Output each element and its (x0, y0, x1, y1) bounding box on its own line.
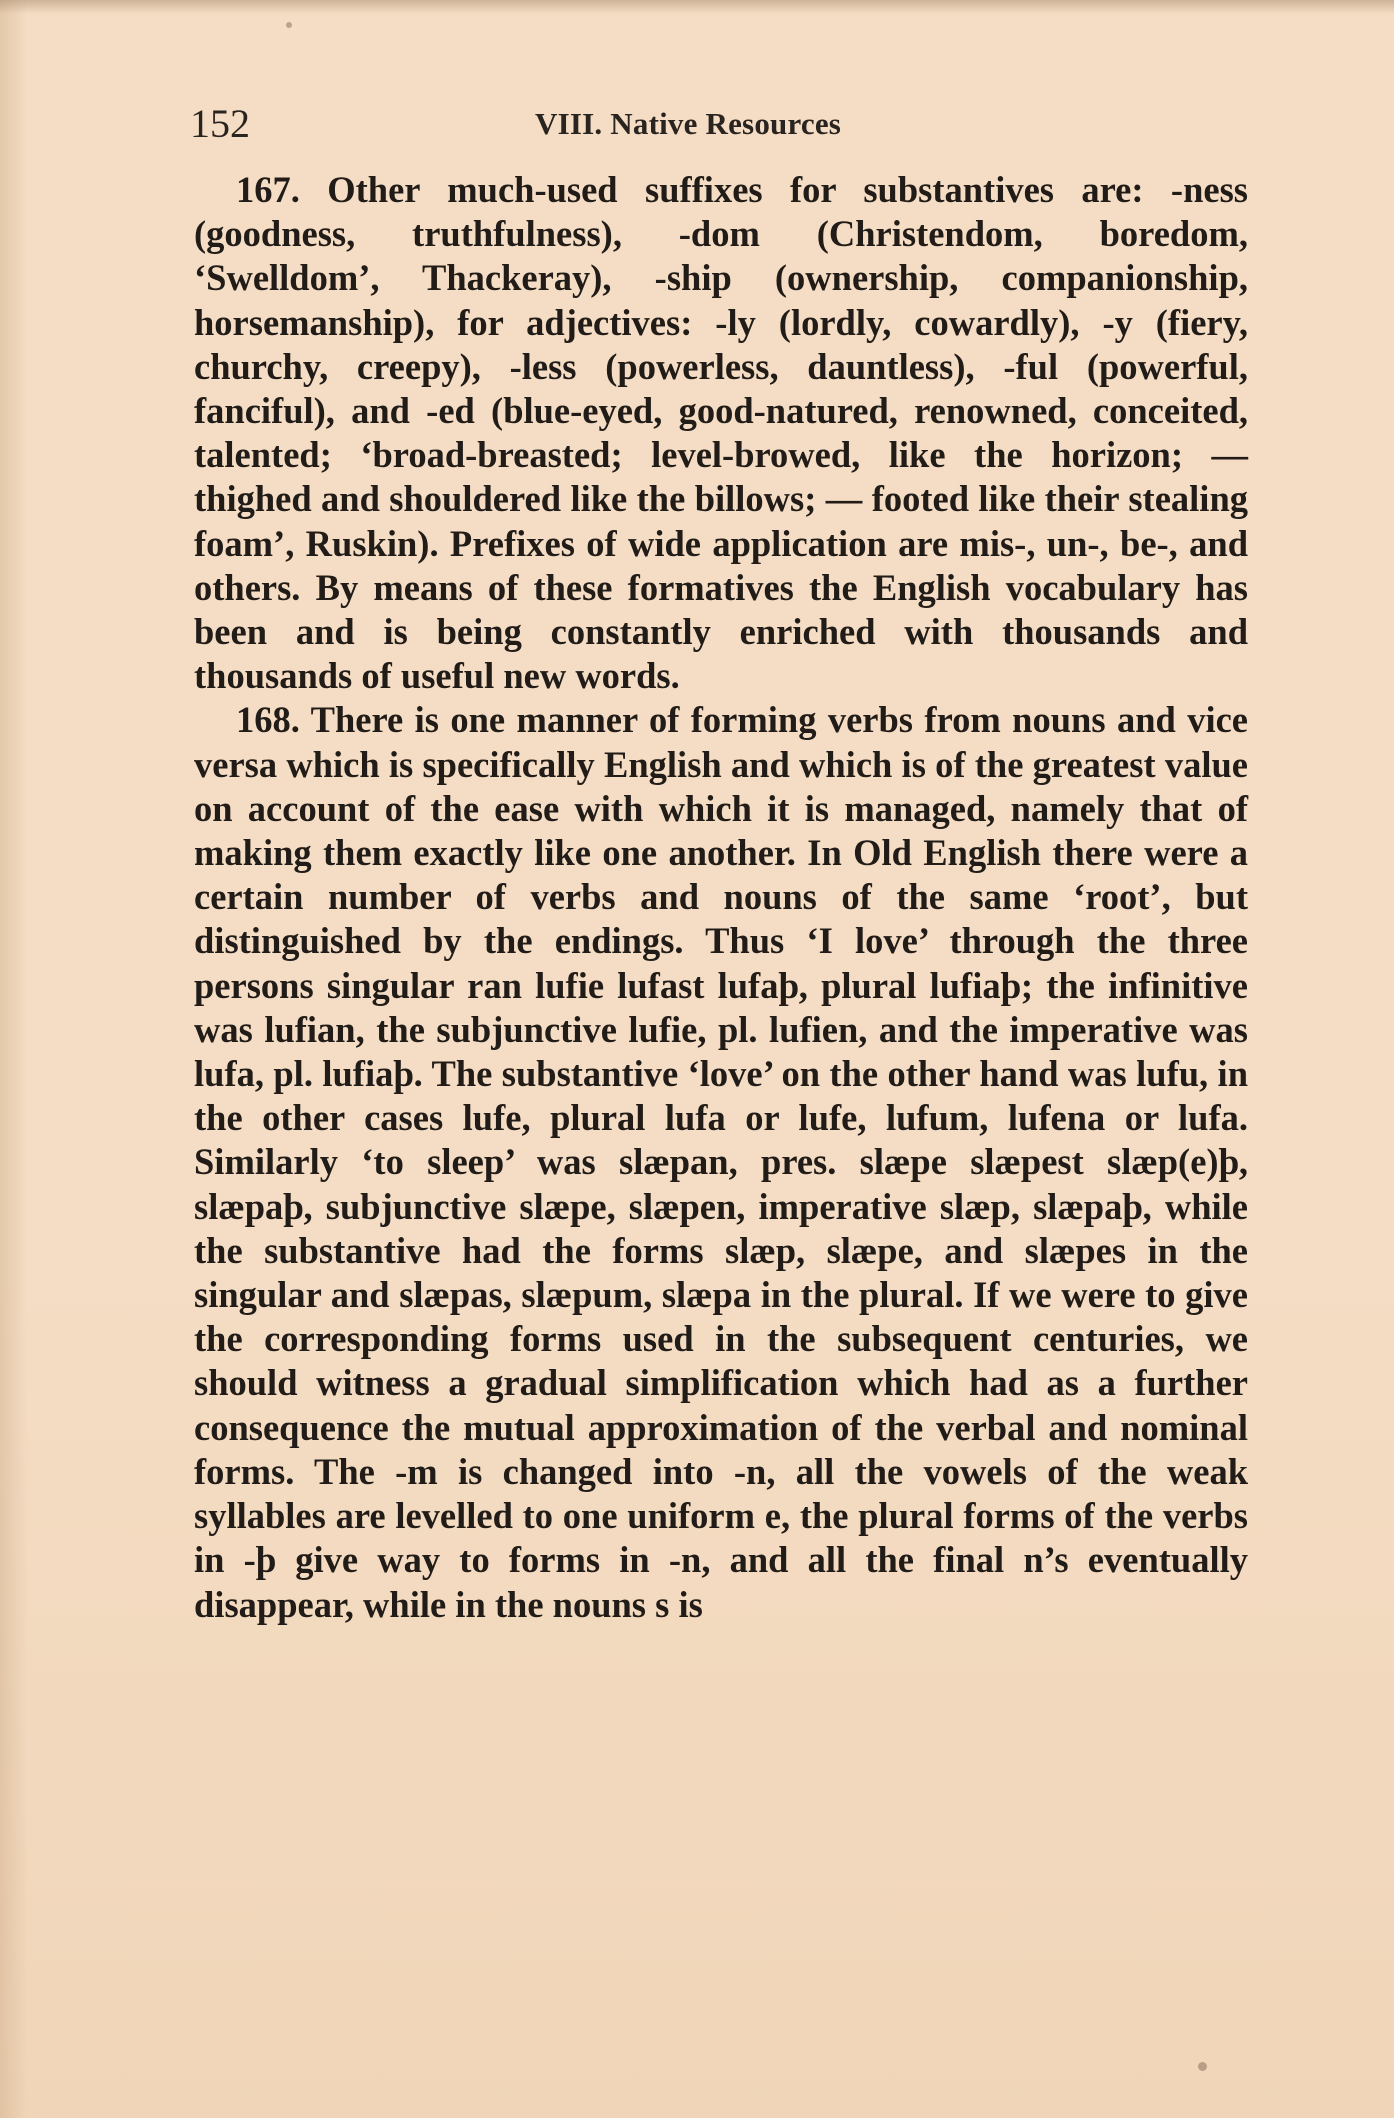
page-number: 152 (190, 101, 250, 146)
paragraph-168 (194, 698, 1248, 1626)
paragraph-number: 167. (236, 169, 300, 210)
page-top-edge (0, 0, 1394, 14)
paragraph-number: 168. (236, 699, 300, 741)
paper-spot (286, 22, 292, 28)
paragraph-text: There is one manner of forming verbs from nouns and vice versa which is specifically English and which is of the greatest value on account of the ease with which it is managed, namely that of making them exactly like one another. In Old English there were a certain number of verbs and nouns of the same ‘root’, but distinguished by the endings. Thus ‘I love’ through the three persons singular ran lufie lufast lufaþ, plural lufiaþ; the infinitive was lufian, the subjunctive lufie, pl. lufien, and the imperative was lufa, pl. lufiaþ. The substantive ‘love’ on the other hand was lufu, in the other cases lufe, plural lufa or lufe, lufum, lufena or lufa. Similarly ‘to sleep’ was slæpan, pres. slæpe slæpest slæp(e)þ, slæpaþ, subjunctive slæpe, slæpen, imperative slæp, slæpaþ, while the substantive had the forms slæp, slæpe, and slæpes in the singular and slæpas, slæpum, slæpa in the plural. If we were to give the corresponding forms used in the subsequent centuries, we should witness a gradual simplification which had as a further consequence the mutual approximation of the verbal and nominal forms. The -m is changed into -n, all the vowels of the weak syllables are levelled to one uniform e, the plural forms of the verbs in -þ give way to forms in -n, and all the final n’s eventually disappear, while in the nouns s is (194, 699, 1248, 1625)
page-header (190, 100, 1254, 160)
running-head: VIII. Native Resources (535, 106, 842, 141)
paper-spot (1198, 2062, 1207, 2071)
paragraph-167 (194, 168, 1248, 698)
paragraph-text: Other much-used suffixes for substantives are: -ness (goodness, truthfulness), -dom (Christendom, boredom, ‘Swelldom’, Thackeray), -ship (ownership, companionship, horsemanship), for adjectives: -ly (lordly, cowardly), -y (fiery, churchy, creepy), -less (powerless, dauntless), -ful (powerful, fanciful), and -ed (blue-eyed, good-natured, renowned, conceited, talented; ‘broad-breasted; level-browed, like the horizon; — thighed and shouldered like the billows; — footed like their stealing foam’, Ruskin). Prefixes of wide application are mis-, un-, be-, and others. By means of these formatives the English vocabulary has been and is being constantly enriched with thousands and thousands of useful new words. (194, 169, 1248, 697)
body-text (194, 168, 1248, 1627)
